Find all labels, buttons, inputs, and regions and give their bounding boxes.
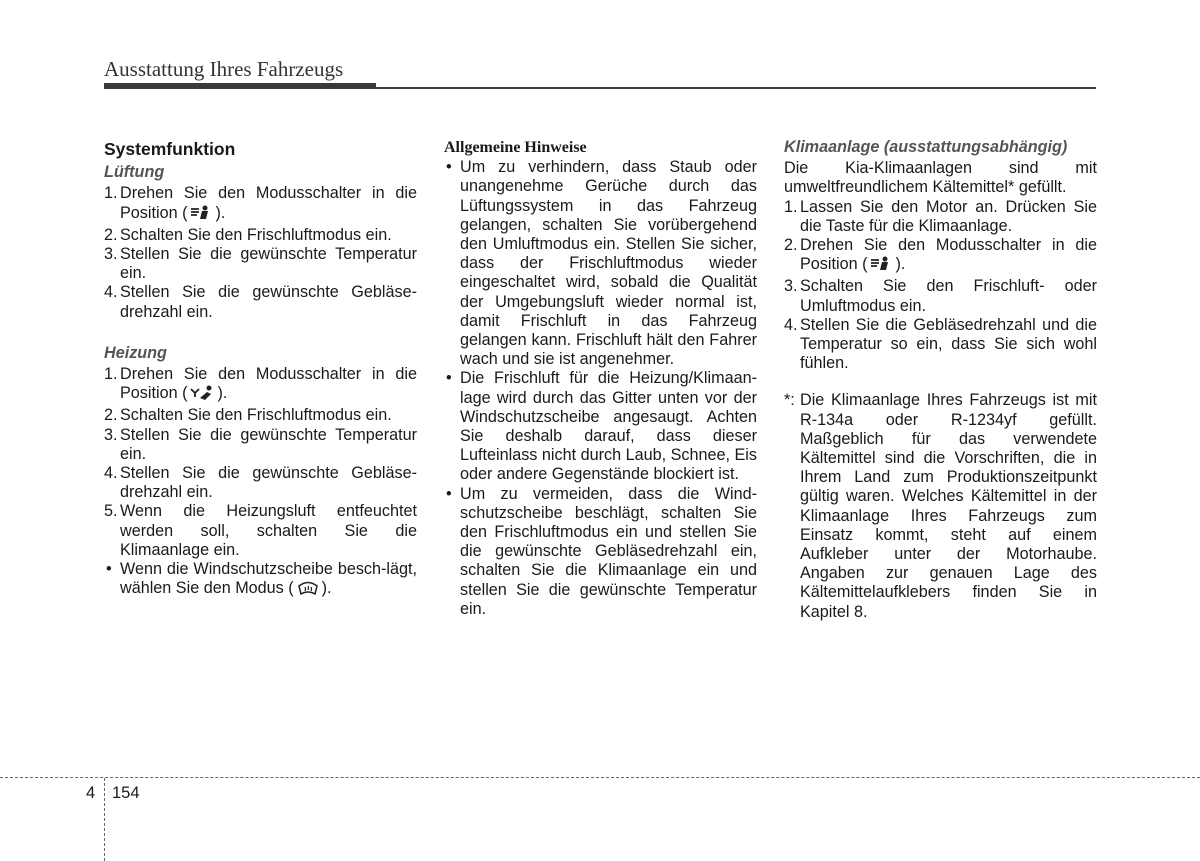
list-item: 5. Wenn die Heizungsluft entfeuchtet werden soll, schalten Sie die Klimaanlage ein. [104, 502, 417, 559]
face-vent-mode-icon [190, 205, 212, 226]
chapter-number: 4 [86, 784, 96, 802]
list-item: • Um zu vermeiden, dass die Wind-schutzscheibe beschlägt, schalten Sie den Frischluftmodus ein und stellen Sie die gewünschte Gebläsedrehzahl ein, schalten Sie die Klimaanlage ein und stellen Sie die gewünschte Temperatur ein. [446, 484, 757, 618]
list-item: • Um zu verhindern, dass Staub oder unangenehme Gerüche durch das Lüftungssystem in das Fahrzeug gelangen, schalten Sie vorübergehend den Umluftmodus ein. Stellen Sie sicher, dass der Frischluftmodus wieder eingeschaltet wird, sobald die Qualität der Umgebungsluft wieder normal ist, damit Frischluft in das Fahrzeug gelangen kann. Frischluft hält den Fahrer wach und sie ist angenehmer. [446, 158, 757, 369]
list-item: 1. Drehen Sie den Modusschalter in die Position ( ). [104, 184, 417, 225]
intro-paragraph: Die Kia-Klimaanlagen sind mit umweltfreundlichem Kältemittel* gefüllt. [784, 159, 1097, 197]
face-vent-mode-icon [870, 256, 892, 277]
list-item: 1. Drehen Sie den Modusschalter in die Position ( ). [104, 365, 417, 406]
footnote: *: Die Klimaanlage Ihres Fahrzeugs ist mit R-134a oder R-1234yf gefüllt. Maßgeblich für das verwendete Kältemittel sind die Vorschriften, die in Ihrem Land zum Produktionszeitpunkt gültig waren. Welches Kältemittel in der Klimaanlage Ihres Fahrzeugs zum Einsatz kommt, steht auf einem Aufkleber unter der Motorhaube. Angaben zur genauen Lage des Kältemittelaufklebers finden Sie in Kapitel 8. [784, 391, 1097, 621]
list-item: 2. Schalten Sie den Frischluftmodus ein. [104, 225, 392, 244]
footer-divider [0, 777, 1200, 778]
section-title-allgemeine-hinweise: Allgemeine Hinweise [444, 139, 587, 156]
column-2 [444, 138, 757, 619]
subsection-title-lueftung: Lüftung [104, 163, 165, 182]
page-header-title: Ausstattung Ihres Fahrzeugs [104, 57, 344, 81]
footer-vertical-divider [104, 778, 105, 861]
list-item: 3. Schalten Sie den Frischluft- oder Umluftmodus ein. [784, 277, 1097, 315]
list-item: 2. Drehen Sie den Modusschalter in die Position ( ). [784, 236, 1097, 277]
defrost-mode-icon [297, 580, 319, 601]
list-item: 4. Stellen Sie die Gebläsedrehzahl und die Temperatur so ein, dass Sie sich wohl fühlen. [784, 315, 1097, 373]
header-rule [104, 87, 1096, 89]
list-item: 3. Stellen Sie die gewünschte Temperatur ein. [104, 245, 417, 283]
list-item: 4. Stellen Sie die gewünschte Gebläse-drehzahl ein. [104, 283, 417, 321]
list-item: 3. Stellen Sie die gewünschte Temperatur ein. [104, 425, 417, 463]
section-title-klimaanlage: Klimaanlage (ausstattungsabhängig) [784, 138, 1068, 156]
column-3 [784, 138, 1097, 622]
list-item: 2. Schalten Sie den Frischluftmodus ein. [104, 406, 392, 425]
list-item: • Die Frischluft für die Heizung/Klimaan-lage wird durch das Gitter unten vor der Windschutzscheibe angesaugt. Achten Sie deshalb darauf, dass dieser Lufteinlass nicht durch Laub, Schnee, Eis oder andere Gegenstände blockiert ist. [446, 369, 757, 484]
page-number: 154 [112, 784, 140, 802]
list-item: 1. Lassen Sie den Motor an. Drücken Sie die Taste für die Klimaanlage. [784, 197, 1097, 235]
section-title-systemfunktion: Systemfunktion [104, 139, 236, 159]
subsection-title-heizung: Heizung [104, 343, 167, 362]
list-item: • Wenn die Windschutzscheibe besch-lägt, wählen Sie den Modus ( ). [104, 560, 417, 601]
list-item: 4. Stellen Sie die gewünschte Gebläse-drehzahl ein. [104, 464, 417, 502]
floor-vent-mode-icon [190, 385, 214, 406]
column-1 [104, 138, 417, 601]
